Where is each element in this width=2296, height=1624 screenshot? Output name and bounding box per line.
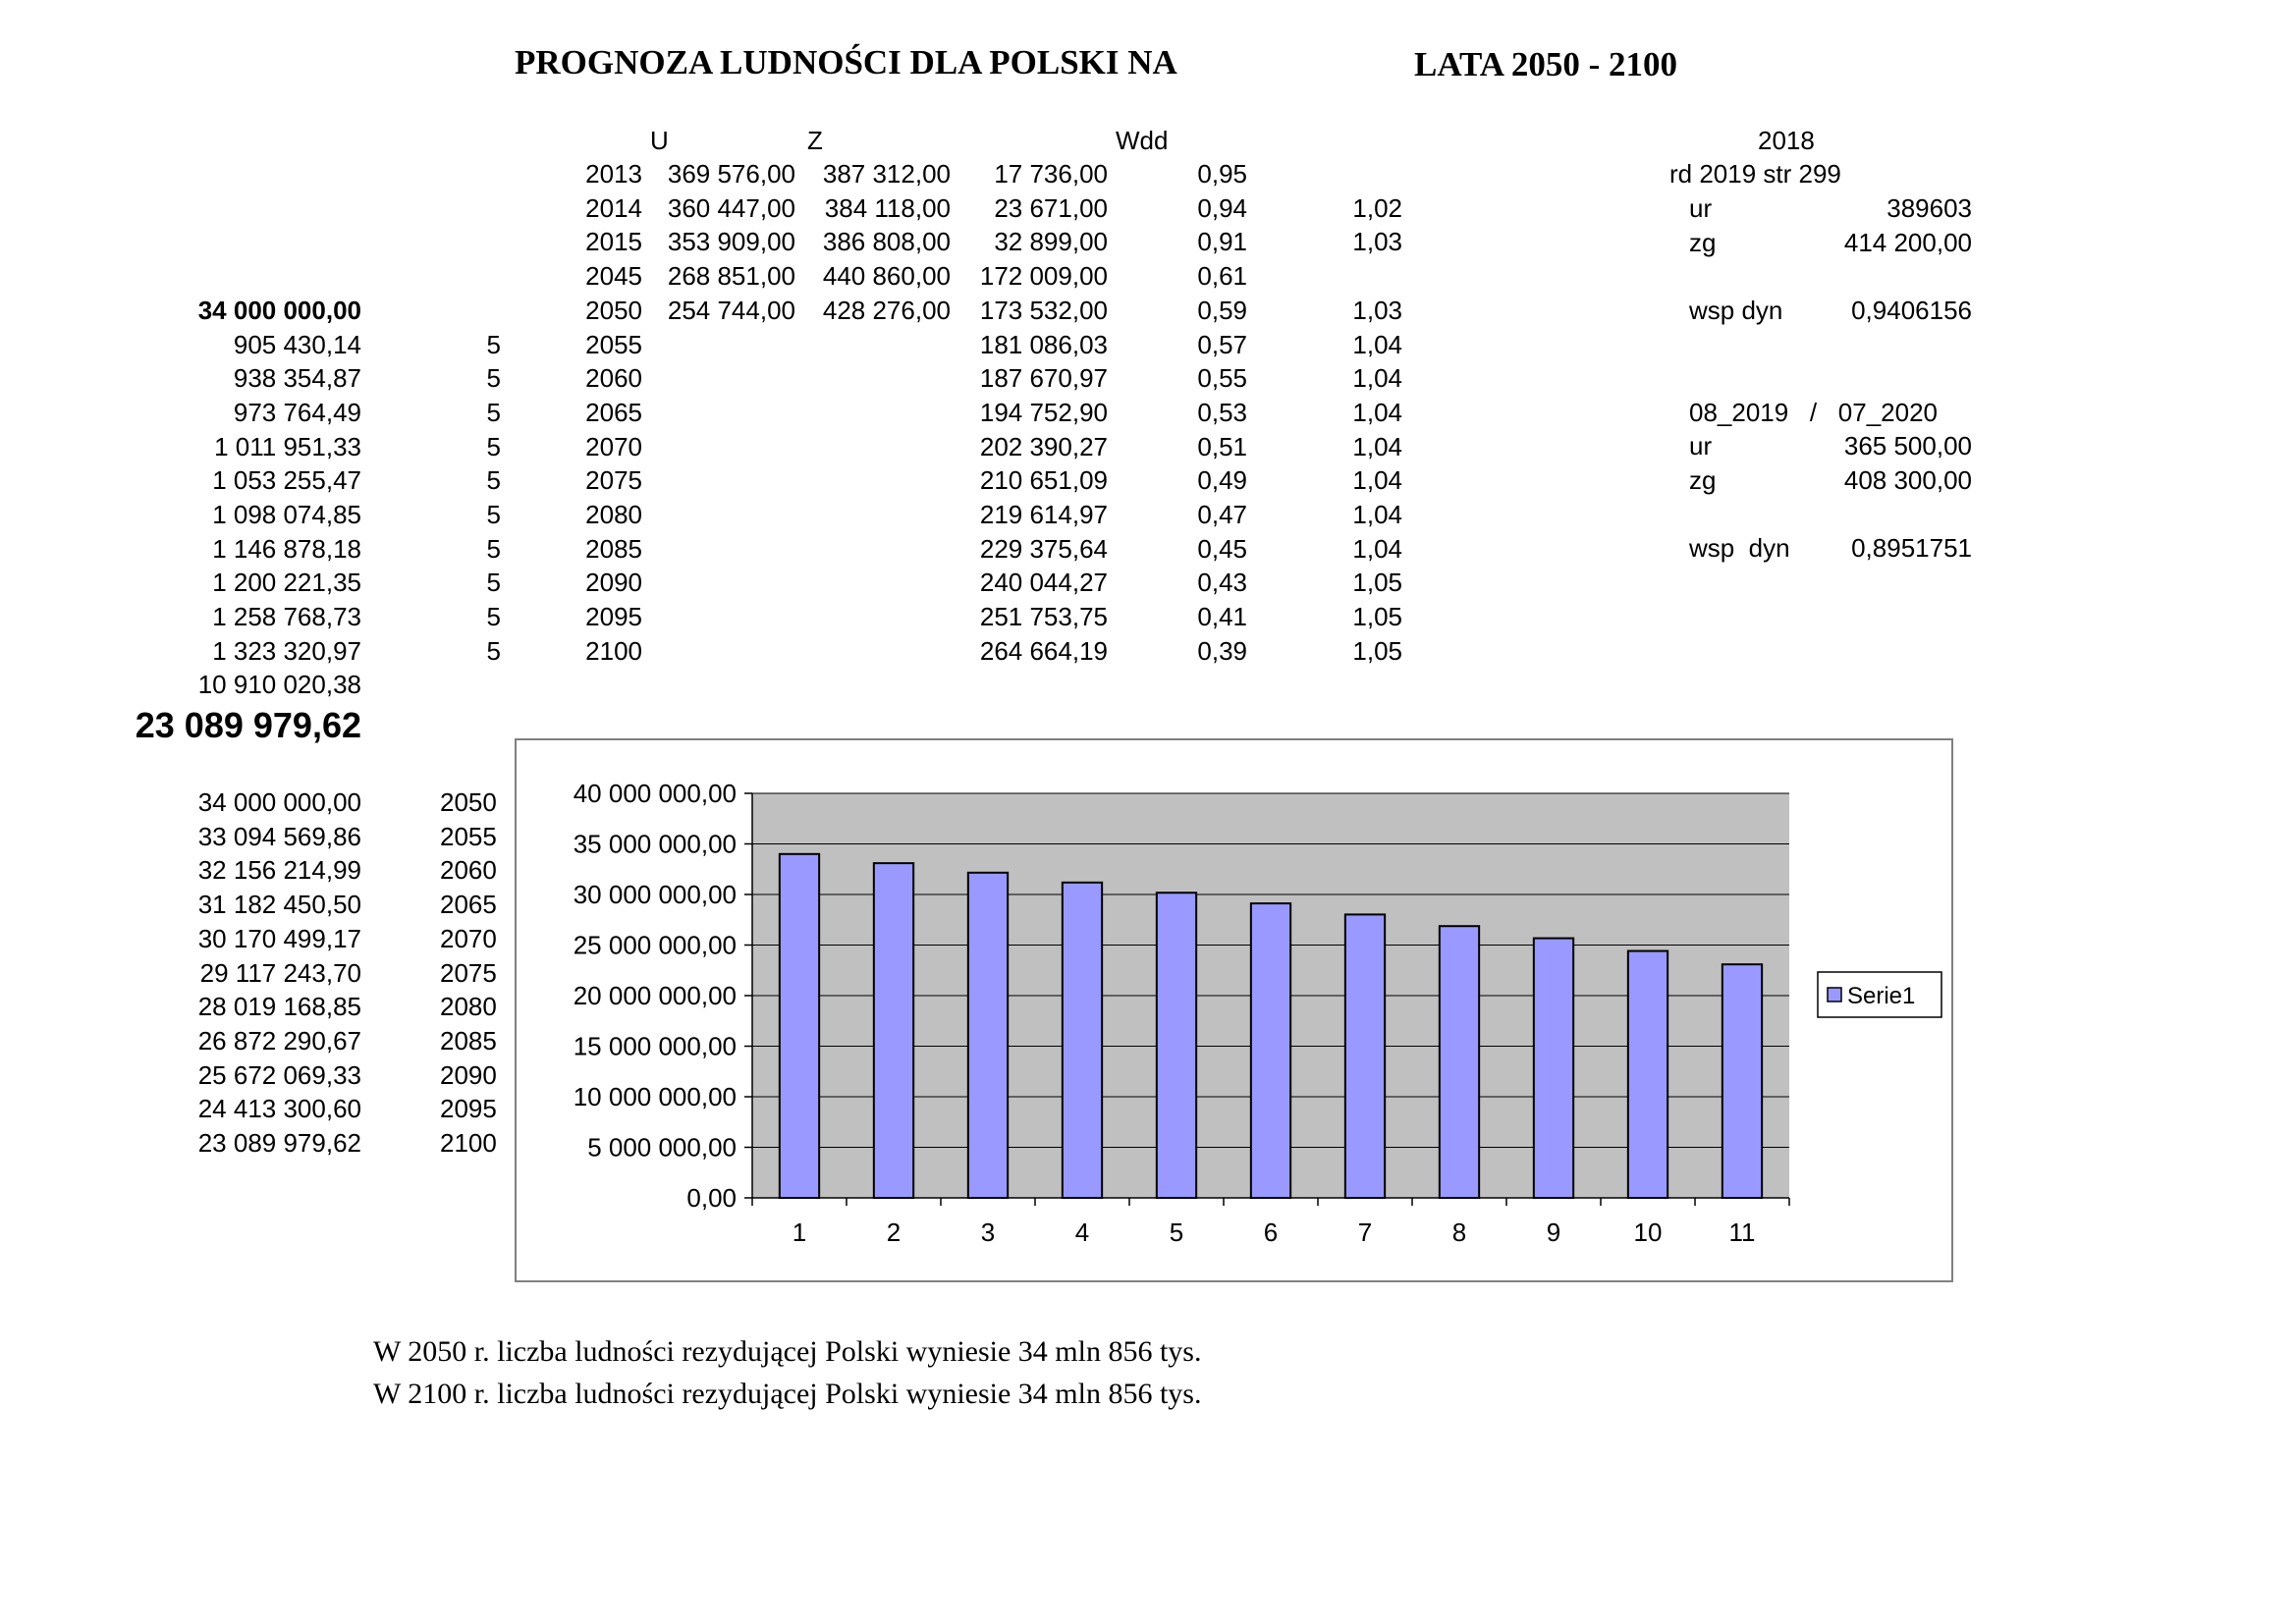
note-2: W 2100 r. liczba ludności rezydującej Polski wyniesie 34 mln 856 tys.: [373, 1378, 1202, 1410]
bar: [1440, 926, 1479, 1198]
population-value: 31 182 450,50: [197, 890, 361, 920]
result-value: 23 089 979,62: [135, 705, 361, 745]
population-year: 2075: [440, 957, 497, 988]
table-cell-year: 2014: [585, 192, 642, 223]
table-cell-left-value: 905 430,14: [233, 329, 361, 359]
side-wsp1-value: 0,9406156: [1851, 296, 1972, 325]
sum-value: 10 910 020,38: [197, 670, 361, 699]
table-cell-interval: 5: [486, 363, 501, 394]
table-cell-ratio-1: 0,91: [1197, 227, 1247, 257]
x-tick-label: 11: [1728, 1218, 1756, 1247]
table-cell-z-value: 428 276,00: [822, 295, 951, 325]
table-cell-ratio-1: 0,47: [1197, 500, 1247, 529]
table-cell-ratio-2: 1,04: [1352, 465, 1402, 496]
table-cell-wdd-value: 210 651,09: [979, 465, 1108, 496]
population-value: 34 000 000,00: [197, 787, 361, 817]
bar: [1251, 903, 1290, 1198]
table-cell-interval: 5: [486, 568, 501, 598]
table-cell-left-value: 1 200 221,35: [212, 568, 361, 598]
side-zg2-label: zg: [1689, 465, 1717, 495]
y-tick-label: 15 000 000,00: [573, 1031, 737, 1061]
table-cell-interval: 5: [486, 465, 501, 496]
side-ur1-value: 389603: [1886, 193, 1972, 223]
table-cell-u-value: 268 851,00: [667, 261, 795, 292]
table-cell-z-value: 387 312,00: [822, 159, 951, 189]
table-cell-year: 2085: [585, 533, 642, 564]
table-cell-interval: 5: [486, 533, 501, 564]
x-tick-label: 2: [886, 1218, 902, 1247]
table-cell-year: 2015: [585, 227, 642, 257]
table-cell-wdd-value: 23 671,00: [994, 192, 1108, 223]
population-value: 25 672 069,33: [197, 1059, 361, 1090]
side-wsp2-label: wsp dyn: [1689, 533, 1790, 563]
table-cell-left-value: 1 258 768,73: [212, 602, 361, 632]
table-cell-left-value: 1 011 951,33: [214, 431, 361, 461]
population-year: 2085: [440, 1025, 497, 1056]
table-cell-year: 2055: [585, 329, 642, 359]
side-zg1-label: zg: [1689, 228, 1717, 257]
population-year: 2055: [440, 821, 497, 851]
population-year: 2100: [440, 1128, 497, 1158]
table-cell-interval: 5: [486, 602, 501, 632]
table-cell-z-value: 384 118,00: [824, 192, 951, 223]
table-cell-ratio-2: 1,04: [1352, 329, 1402, 359]
side-ur2-value: 365 500,00: [1843, 431, 1972, 460]
table-cell-ratio-2: 1,02: [1352, 192, 1402, 223]
table-cell-left-value: 1 323 320,97: [212, 635, 361, 666]
y-tick-label: 40 000 000,00: [573, 779, 737, 808]
x-tick-label: 4: [1074, 1218, 1090, 1247]
bar: [1534, 939, 1573, 1198]
table-cell-ratio-1: 0,94: [1197, 192, 1247, 223]
population-year: 2050: [440, 787, 497, 817]
population-value: 28 019 168,85: [197, 992, 361, 1022]
x-tick-label: 3: [980, 1218, 996, 1247]
table-cell-u-value: 254 744,00: [667, 295, 795, 325]
table-cell-ratio-1: 0,57: [1197, 329, 1247, 359]
bar: [1722, 964, 1762, 1198]
table-cell-wdd-value: 187 670,97: [979, 363, 1108, 394]
side-year: 2018: [1758, 126, 1815, 155]
table-cell-wdd-value: 17 736,00: [994, 159, 1108, 189]
bar: [1157, 893, 1196, 1198]
population-year: 2095: [440, 1094, 497, 1124]
y-tick-label: 20 000 000,00: [573, 981, 737, 1010]
table-cell-u-value: 369 576,00: [667, 159, 795, 189]
table-cell-wdd-value: 173 532,00: [979, 295, 1108, 325]
x-tick-label: 5: [1169, 1218, 1184, 1247]
header-z: Z: [807, 126, 823, 155]
table-cell-year: 2045: [585, 261, 642, 292]
table-cell-year: 2013: [585, 159, 642, 189]
table-cell-u-value: 353 909,00: [667, 227, 795, 257]
side-ur2-label: ur: [1689, 431, 1713, 460]
x-tick-label: 10: [1633, 1218, 1663, 1247]
population-value: 33 094 569,86: [197, 821, 361, 851]
table-cell-wdd-value: 181 086,03: [979, 329, 1108, 359]
table-cell-ratio-1: 0,51: [1197, 431, 1247, 461]
table-cell-z-value: 386 808,00: [822, 227, 951, 257]
population-year: 2065: [440, 890, 497, 920]
population-value: 30 170 499,17: [197, 923, 361, 953]
table-cell-wdd-value: 240 044,27: [979, 568, 1108, 598]
population-value: 32 156 214,99: [197, 855, 361, 886]
table-cell-u-value: 360 447,00: [667, 192, 795, 223]
table-cell-interval: 5: [486, 397, 501, 427]
table-cell-interval: 5: [486, 635, 501, 666]
bar: [1345, 914, 1385, 1198]
y-tick-label: 25 000 000,00: [573, 930, 737, 960]
population-year: 2060: [440, 855, 497, 886]
table-cell-wdd-value: 229 375,64: [979, 533, 1108, 564]
table-cell-ratio-1: 0,39: [1197, 635, 1247, 666]
table-cell-ratio-2: 1,03: [1352, 295, 1402, 325]
y-tick-label: 30 000 000,00: [573, 880, 737, 909]
y-tick-label: 5 000 000,00: [587, 1132, 737, 1163]
table-cell-ratio-1: 0,41: [1197, 602, 1247, 632]
table-cell-ratio-1: 0,55: [1197, 363, 1247, 394]
x-tick-label: 9: [1546, 1218, 1561, 1247]
population-value: 24 413 300,60: [197, 1094, 361, 1124]
chart-frame: [515, 738, 1953, 1282]
table-cell-year: 2050: [585, 295, 642, 325]
x-tick-label: 1: [792, 1218, 807, 1247]
header-wdd: Wdd: [1116, 126, 1169, 155]
table-cell-wdd-value: 264 664,19: [979, 635, 1108, 666]
side-zg2-value: 408 300,00: [1843, 465, 1972, 495]
header-u: U: [650, 126, 669, 155]
table-cell-z-value: 440 860,00: [822, 261, 951, 292]
table-cell-left-value: 34 000 000,00: [197, 295, 361, 325]
population-year: 2090: [440, 1059, 497, 1090]
table-cell-left-value: 1 053 255,47: [212, 465, 361, 496]
table-cell-left-value: 938 354,87: [233, 363, 361, 394]
side-zg1-value: 414 200,00: [1843, 228, 1972, 257]
table-cell-left-value: 973 764,49: [233, 397, 361, 427]
table-cell-ratio-2: 1,04: [1352, 397, 1402, 427]
table-cell-ratio-2: 1,05: [1352, 568, 1402, 598]
side-source: rd 2019 str 299: [1669, 159, 1841, 189]
table-cell-year: 2065: [585, 397, 642, 427]
table-cell-wdd-value: 32 899,00: [994, 227, 1108, 257]
table-cell-ratio-2: 1,04: [1352, 500, 1402, 529]
population-year: 2080: [440, 992, 497, 1022]
table-cell-year: 2095: [585, 602, 642, 632]
x-tick-label: 6: [1263, 1218, 1279, 1247]
table-cell-ratio-2: 1,05: [1352, 635, 1402, 666]
table-cell-wdd-value: 194 752,90: [979, 397, 1108, 427]
table-cell-year: 2080: [585, 500, 642, 529]
y-tick-label: 35 000 000,00: [573, 829, 737, 859]
table-cell-year: 2060: [585, 363, 642, 394]
table-cell-year: 2075: [585, 465, 642, 496]
table-cell-left-value: 1 146 878,18: [212, 533, 361, 564]
table-cell-ratio-1: 0,45: [1197, 533, 1247, 564]
table-cell-ratio-1: 0,49: [1197, 465, 1247, 496]
side-period: 08_2019 / 07_2020: [1689, 398, 1939, 427]
table-cell-left-value: 1 098 074,85: [212, 500, 361, 529]
legend-label: Serie1: [1847, 983, 1916, 1009]
table-cell-interval: 5: [486, 431, 501, 461]
bar: [968, 873, 1008, 1198]
side-wsp1-label: wsp dyn: [1689, 296, 1783, 325]
x-tick-label: 7: [1357, 1218, 1373, 1247]
table-cell-interval: 5: [486, 329, 501, 359]
page-title-years: LATA 2050 - 2100: [1414, 45, 1678, 83]
legend-swatch: [1828, 988, 1841, 1001]
bar: [780, 854, 819, 1198]
table-cell-interval: 5: [486, 500, 501, 529]
table-cell-ratio-2: 1,04: [1352, 431, 1402, 461]
table-cell-ratio-1: 0,53: [1197, 397, 1247, 427]
side-wsp2-value: 0,8951751: [1851, 533, 1972, 563]
table-cell-wdd-value: 172 009,00: [979, 261, 1108, 292]
bar-chart: [517, 740, 1951, 1280]
table-cell-wdd-value: 251 753,75: [979, 602, 1108, 632]
table-cell-ratio-2: 1,04: [1352, 533, 1402, 564]
population-value: 29 117 243,70: [199, 957, 361, 988]
table-cell-year: 2100: [585, 635, 642, 666]
table-cell-ratio-2: 1,04: [1352, 363, 1402, 394]
table-cell-ratio-1: 0,59: [1197, 295, 1247, 325]
table-cell-ratio-1: 0,61: [1197, 261, 1247, 292]
table-cell-ratio-2: 1,03: [1352, 227, 1402, 257]
table-cell-year: 2090: [585, 568, 642, 598]
table-cell-wdd-value: 202 390,27: [979, 431, 1108, 461]
bar: [1628, 951, 1667, 1198]
y-tick-label: 10 000 000,00: [573, 1082, 737, 1111]
table-cell-year: 2070: [585, 431, 642, 461]
population-value: 23 089 979,62: [197, 1128, 361, 1158]
side-ur1-label: ur: [1689, 193, 1713, 223]
note-1: W 2050 r. liczba ludności rezydującej Polski wyniesie 34 mln 856 tys.: [373, 1335, 1202, 1368]
x-tick-label: 8: [1451, 1218, 1467, 1247]
population-year: 2070: [440, 923, 497, 953]
population-value: 26 872 290,67: [197, 1025, 361, 1056]
bar: [1063, 883, 1102, 1198]
table-cell-ratio-2: 1,05: [1352, 602, 1402, 632]
bar: [874, 863, 913, 1198]
page-title: PROGNOZA LUDNOŚCI DLA POLSKI NA: [515, 43, 1177, 81]
y-tick-label: 0,00: [686, 1183, 737, 1213]
table-cell-ratio-1: 0,95: [1197, 159, 1247, 189]
table-cell-wdd-value: 219 614,97: [979, 500, 1108, 529]
table-cell-ratio-1: 0,43: [1197, 568, 1247, 598]
